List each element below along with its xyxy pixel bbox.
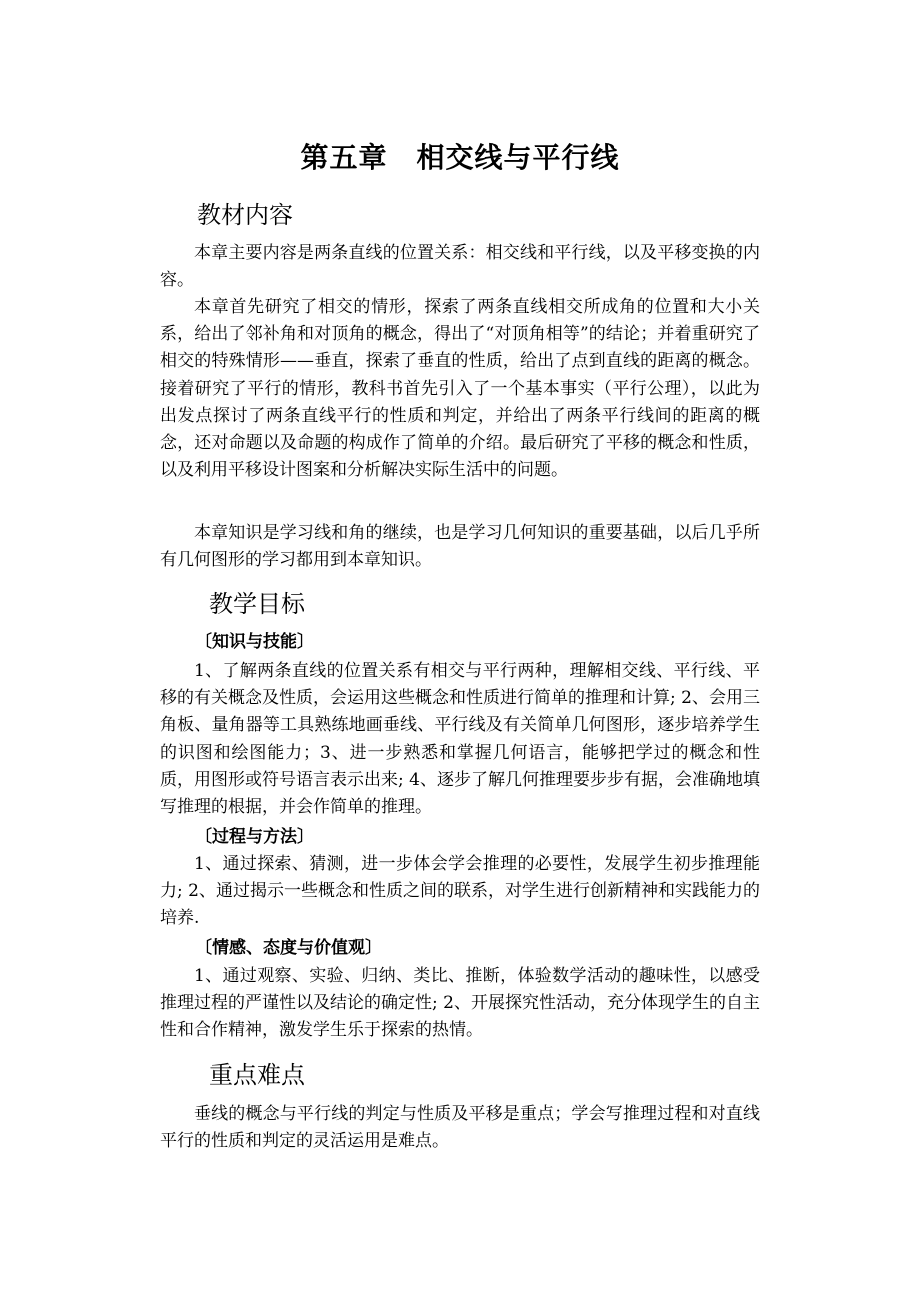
- subheading-process-methods: 〔过程与方法〕: [195, 827, 314, 847]
- key-points-text: 垂线的概念与平行线的判定与性质及平移是重点；学会写推理过程和对直线平行的性质和判定的灵活运用是难点。: [160, 1104, 760, 1152]
- chapter-title: 第五章 相交线与平行线: [300, 141, 620, 174]
- subheading-knowledge-skills: 〔知识与技能〕: [195, 632, 314, 652]
- content-paragraph-3: 本章知识是学习线和角的继续，也是学习几何知识的重要基础，以后几乎所有几何图形的学习都用到本章知识。: [160, 523, 760, 571]
- content-paragraph-1: 本章主要内容是两条直线的位置关系：相交线和平行线，以及平移变换的内容。: [160, 243, 760, 291]
- section-heading-content: 教材内容: [197, 201, 293, 229]
- section-heading-key-points: 重点难点: [209, 1061, 305, 1089]
- knowledge-skills-text: 1、了解两条直线的位置关系有相交与平行两种，理解相交线、平行线、平移的有关概念及性质，会运用这些概念和性质进行简单的推理和计算; 2、会用三角板、量角器等工具熟练地画垂线、平行线及有关简单几何图形，逐步培养学生的识图和绘图能力；3、进一步熟悉和掌握几何语言，能够把学过的概念和性质，用图形或符号语言表示出来; 4、逐步了解几何推理要步步有据，会准确地填写推理的根据，并会作简单的推理。: [160, 661, 760, 818]
- process-methods-text: 1、通过探索、猜测，进一步体会学会推理的必要性，发展学生初步推理能力; 2、通过揭示一些概念和性质之间的联系，对学生进行创新精神和实践能力的培养.: [160, 854, 760, 929]
- subheading-emotion-attitude-values: 〔情感、态度与价值观〕: [195, 938, 382, 958]
- content-paragraph-2: 本章首先研究了相交的情形，探索了两条直线相交所成角的位置和大小关系，给出了邻补角和对顶角的概念，得出了“对顶角相等”的结论；并着重研究了相交的特殊情形——垂直，探索了垂直的性质，给出了点到直线的距离的概念。接着研究了平行的情形，教科书首先引入了一个基本事实（平行公理），以此为出发点探讨了两条直线平行的性质和判定，并给出了两条平行线间的距离的概念，还对命题以及命题的构成作了简单的介绍。最后研究了平移的概念和性质，以及利用平移设计图案和分析解决实际生活中的问题。: [160, 297, 760, 481]
- emotion-attitude-values-text: 1、通过观察、实验、归纳、类比、推断，体验数学活动的趣味性，以感受推理过程的严谨性以及结论的确定性; 2、开展探究性活动，充分体现学生的自主性和合作精神，激发学生乐于探索的热情。: [160, 966, 760, 1041]
- section-heading-goals: 教学目标: [209, 590, 305, 618]
